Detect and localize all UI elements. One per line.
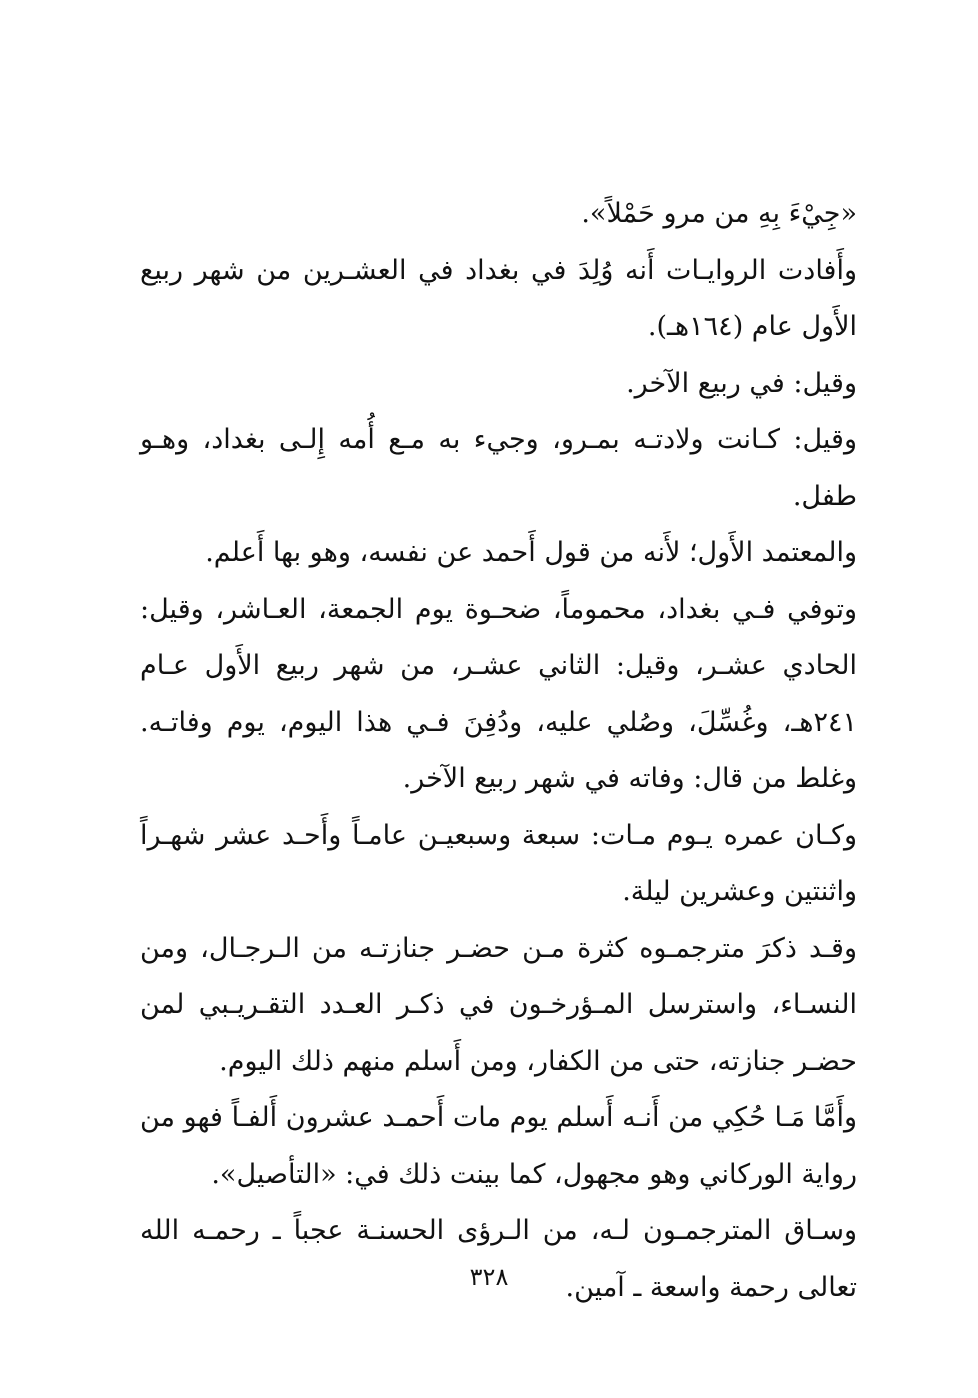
paragraph-relied-upon: والمعتمد الأَول؛ لأَنه من قول أَحمد عن نفسه، وهو بها أَعلم.: [205, 537, 857, 568]
paragraph-age: وكـان عمره يـوم مـات: سبعة وسبعيـن عامـاً وأَحـد عشر شهـراً واثنتين وعشرين ليلة.: [140, 819, 857, 907]
body-text: [140, 186, 857, 1316]
paragraph-dreams: وسـاق المترجمـون لـه، من الـرؤى الحسنـة عجباً ـ رحمـه الله تعالى رحمة واسعة ـ آمين.: [140, 1215, 857, 1303]
page-number: ٣٢٨: [469, 1263, 509, 1291]
paragraph-funeral: وقـد ذكرَ مترجمـوه كثرة مـن حضـر جنازتـه من الـرجـال، ومن النسـاء، واسترسل المـؤرخـون في ذكـر العـدد التقـريـبي لمن حضـر جنازته، حتى من الكفار، ومن أَسلم منهم ذلك اليوم.: [140, 932, 857, 1077]
paragraph-quote: «جِيْءَ بِهِ من مرو حَمْلاً».: [581, 198, 857, 229]
paragraph-alt-birth-month: وقيل: في ربيع الآخر.: [626, 367, 857, 399]
paragraph-alt-birthplace: وقيل: كـانت ولادتـه بمـرو، وجيء به مـع أُمه إِلـى بغداد، وهـو طفل.: [140, 424, 857, 512]
paragraph-death: وتوفي فـي بغداد، محموماً، ضحـوة يوم الجمعة، العـاشر، وقيل: الحادي عشـر، وقيل: الثاني عشـر، من شهر ربيع الأَول عـام ٢٤١هـ، وغُسِّلَ، وصُلي عليه، ودُفِنَ فـي هذا اليوم، يوم وفاتـه. وغلط من قال: وفاته في شهر ربيع الآخر.: [140, 593, 857, 794]
paragraph-converts: وأَمَّا مَـا حُكِي من أَنـه أَسلم يوم مات أَحمـد عشرون أَلفـاً فهو من رواية الوركاني وهو مجهول، كما بينت ذلك في: «التأصيل».: [140, 1102, 857, 1190]
paragraph-birth: وأَفادت الروايـات أَنه وُلِدَ في بغداد في العشـرين من شهر ربيع الأَول عام (١٦٤هـ).: [140, 254, 857, 342]
